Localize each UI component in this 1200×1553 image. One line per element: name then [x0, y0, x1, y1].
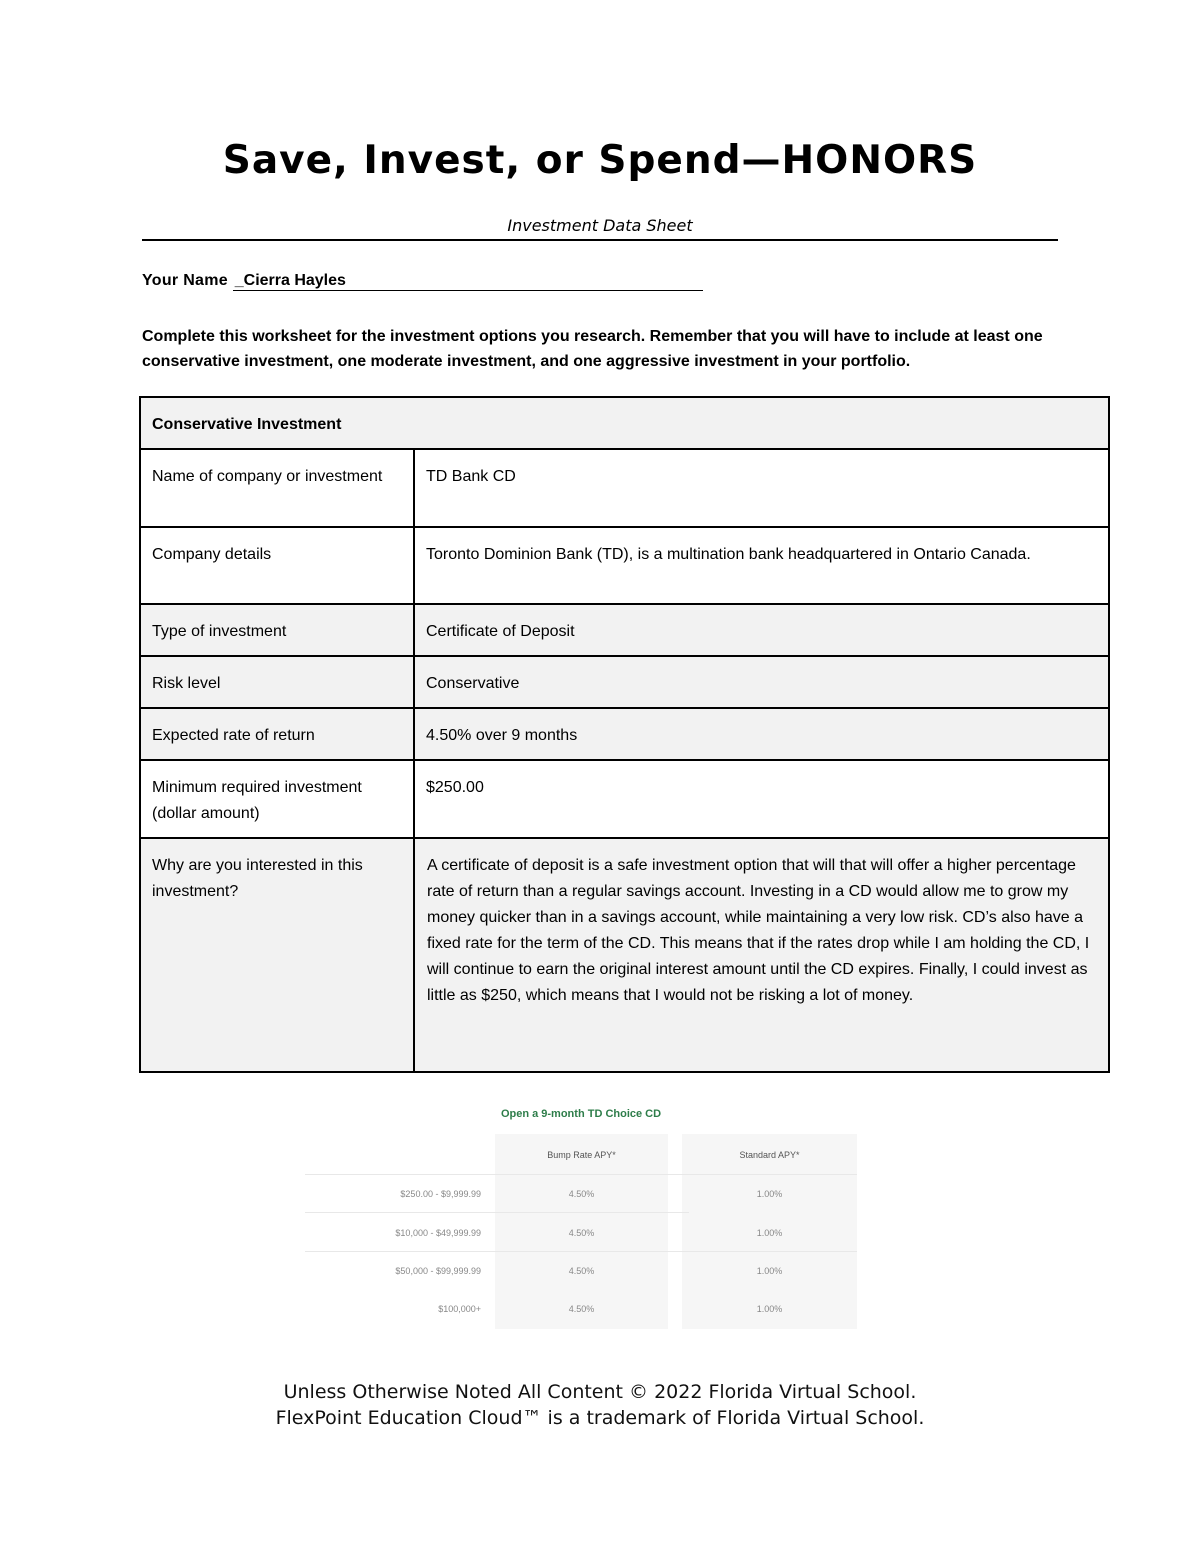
table-row	[140, 760, 1109, 838]
rate-divider	[305, 1174, 857, 1175]
student-name-label: Your Name	[142, 272, 233, 289]
row-label-risk: Risk level	[140, 656, 414, 708]
row-label-minimum: Minimum required investment (dollar amount)	[140, 760, 414, 838]
trademark-line: FlexPoint Education Cloud™ is a trademark of Florida Virtual School.	[275, 1407, 925, 1429]
bump-rate-value: 4.50%	[568, 1228, 595, 1238]
cd-rate-screenshot	[283, 1094, 903, 1342]
row-value-minimum: $250.00	[414, 760, 1109, 838]
row-value-details: Toronto Dominion Bank (TD), is a multination bank headquartered in Ontario Canada.	[414, 527, 1109, 604]
instructions-text: Complete this worksheet for the investment options you research. Remember that you will have to include at least one conservative investment, one moderate investment, and one aggressive investment in your portfolio.	[142, 328, 1043, 370]
row-label-details: Company details	[140, 527, 414, 604]
rate-tier: $50,000 - $99,999.99	[395, 1266, 481, 1276]
bump-rate-header: Bump Rate APY*	[547, 1150, 616, 1160]
row-label-rate: Expected rate of return	[140, 708, 414, 760]
student-name-line	[142, 272, 703, 291]
rate-divider	[305, 1251, 857, 1252]
page-footer	[0, 1379, 1200, 1431]
row-value-name: TD Bank CD	[414, 449, 1109, 527]
row-label-why: Why are you interested in this investment?	[140, 838, 414, 1072]
row-label-type: Type of investment	[140, 604, 414, 656]
title-divider	[142, 239, 1058, 241]
standard-rate-header: Standard APY*	[739, 1150, 800, 1160]
student-name-value: _Cierra Hayles	[233, 272, 703, 291]
table-row	[140, 449, 1109, 527]
page-title: Save, Invest, or Spend—HONORS	[222, 138, 978, 183]
row-label-name: Name of company or investment	[140, 449, 414, 527]
row-value-risk: Conservative	[414, 656, 1109, 708]
standard-rate-value: 1.00%	[756, 1228, 783, 1238]
table-header-row	[140, 397, 1109, 449]
table-section-title: Conservative Investment	[140, 397, 1109, 449]
table-row	[140, 604, 1109, 656]
page-subtitle: Investment Data Sheet	[507, 216, 693, 235]
rate-tier: $100,000+	[438, 1304, 481, 1314]
standard-rate-value: 1.00%	[756, 1266, 783, 1276]
table-row	[140, 656, 1109, 708]
bump-rate-value: 4.50%	[568, 1189, 595, 1199]
rate-tier: $10,000 - $49,999.99	[395, 1228, 481, 1238]
rate-title: Open a 9-month TD Choice CD	[500, 1108, 662, 1120]
table-row	[140, 708, 1109, 760]
conservative-investment-table	[139, 396, 1110, 1073]
standard-rate-value: 1.00%	[756, 1189, 783, 1199]
copyright-line: Unless Otherwise Noted All Content © 2022 Florida Virtual School.	[283, 1381, 917, 1403]
rate-divider	[305, 1212, 689, 1213]
row-value-why: A certificate of deposit is a safe investment option that will that will offer a higher percentage rate of return than a regular savings account. Investing in a CD would allow me to grow my money quicker than in a savings account, while maintaining a very low risk. CD’s also have a fixed rate for the term of the CD. This means that if the rates drop while I am holding the CD, I will continue to earn the original interest amount until the CD expires. Finally, I could invest as little as $250, which means that I would not be risking a lot of money.	[414, 838, 1109, 1072]
table-row	[140, 527, 1109, 604]
rate-tier: $250.00 - $9,999.99	[400, 1189, 481, 1199]
table-row	[140, 838, 1109, 1072]
bump-rate-value: 4.50%	[568, 1266, 595, 1276]
row-value-type: Certificate of Deposit	[414, 604, 1109, 656]
row-value-rate: 4.50% over 9 months	[414, 708, 1109, 760]
bump-rate-value: 4.50%	[568, 1304, 595, 1314]
standard-rate-value: 1.00%	[756, 1304, 783, 1314]
